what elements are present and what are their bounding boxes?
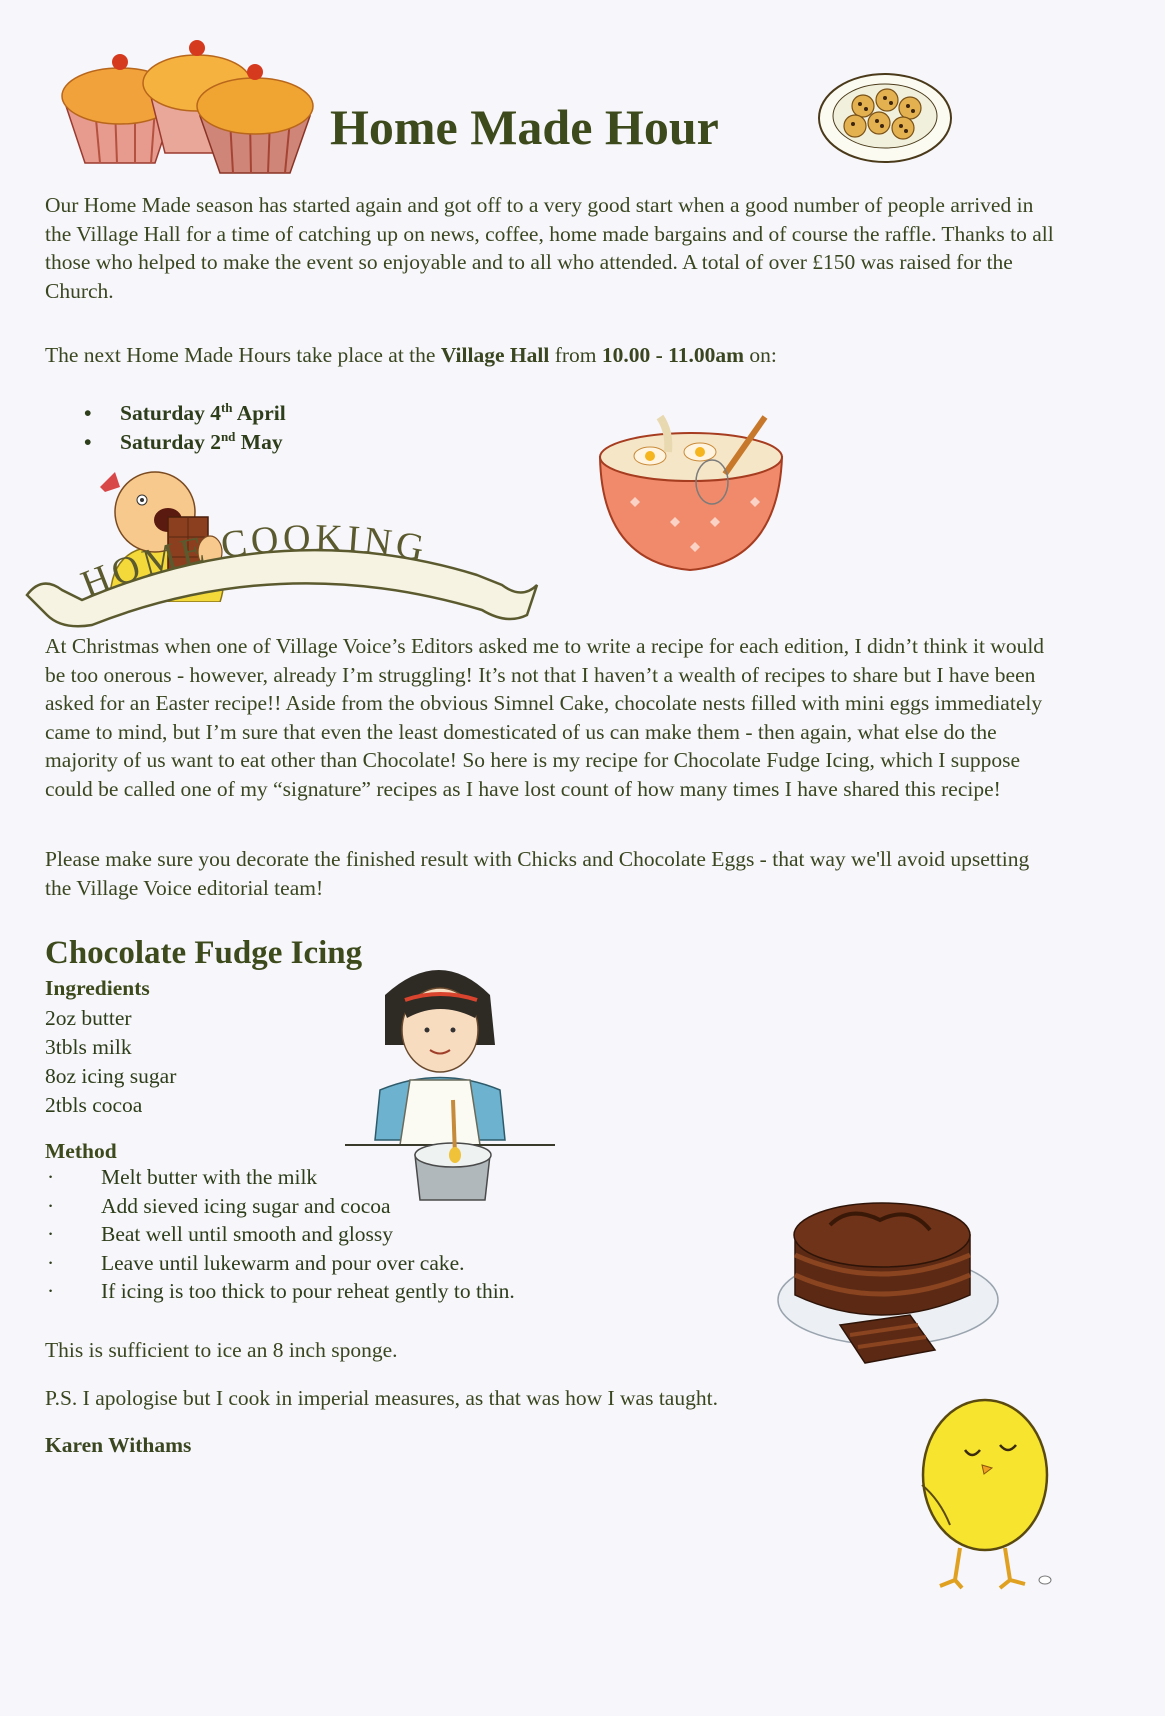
ps-note: P.S. I apologise but I cook in imperial measures, as that was how I was taught. [45, 1386, 718, 1410]
date-item: • Saturday 2nd May [84, 428, 286, 457]
method-heading: Method [45, 1139, 117, 1163]
method-step: · If icing is too thick to pour reheat gently to thin. [47, 1279, 515, 1303]
venue: Village Hall [440, 343, 550, 367]
ingredient-item: 8oz icing sugar [45, 1064, 177, 1088]
method-step: · Add sieved icing sugar and cocoa [47, 1193, 391, 1218]
dates-list [84, 399, 286, 457]
banner-text: HOME COOKING [75, 520, 431, 606]
next-prefix: The next Home Made Hours take place at the [45, 343, 441, 367]
next-hours-paragraph [45, 341, 1055, 370]
story-paragraph-1: At Christmas when one of Village Voice’s Editors asked me to write a recipe for each edition, I didn’t think it would be too onerous - however, already I’m struggling! It’s not that I haven’t a wealth of recipes to share but I have been asked for an Easter recipe!! Aside from the obvious Simnel Cake, chocolate nests filled with mini eggs immediately came to mind, but I’m sure that even the least domesticated of us can make them - then again, what else do the majority of us want to eat other than Chocolate! So here is my recipe for Chocolate Fudge Icing, which I suppose could be called one of my “signature” recipes as I have lost count of how many times I have shared this recipe! [45, 634, 1045, 801]
cookie-plate-illustration [815, 68, 955, 168]
author-signature: Karen Withams [45, 1433, 192, 1457]
ingredient-item: 3tbls milk [45, 1035, 132, 1059]
ingredients-heading: Ingredients [45, 976, 150, 1000]
girl-cooking-illustration [345, 960, 555, 1210]
ingredient-item: 2tbls cocoa [45, 1093, 143, 1117]
ingredient-item: 2oz butter [45, 1006, 132, 1030]
method-step: · Leave until lukewarm and pour over cake. [47, 1250, 465, 1275]
intro-paragraph: Our Home Made season has started again and got off to a very good start when a good number of people arrived in the Village Hall for a time of catching up on news, coffee, home made bargains and of course the raffle. Thanks to all those who helped to make the event so enjoyable and to all who attended. A total of over £150 was raised for the Church. [45, 193, 1054, 303]
chocolate-cake-illustration [770, 1175, 1000, 1365]
next-middle: from [549, 343, 602, 367]
page-title: Home Made Hour [330, 99, 719, 155]
date-item: • Saturday 4th April [84, 399, 286, 428]
chick-illustration [910, 1390, 1060, 1590]
mixing-bowl-illustration [590, 412, 795, 577]
cupcakes-illustration [55, 38, 325, 178]
method-step: · Melt butter with the milk [47, 1165, 318, 1189]
sufficient-note: This is sufficient to ice an 8 inch sponge. [45, 1338, 398, 1362]
recipe-title: Chocolate Fudge Icing [45, 935, 363, 971]
home-cooking-banner [22, 520, 542, 630]
time: 10.00 - 11.00am [601, 343, 744, 367]
next-suffix: on: [744, 343, 777, 367]
ingredients-list [45, 1004, 176, 1120]
story-paragraph-2: Please make sure you decorate the finished result with Chicks and Chocolate Eggs - that way we'll avoid upsetting the Village Voice editorial team! [45, 847, 1030, 900]
method-step: · Beat well until smooth and glossy [47, 1222, 394, 1246]
